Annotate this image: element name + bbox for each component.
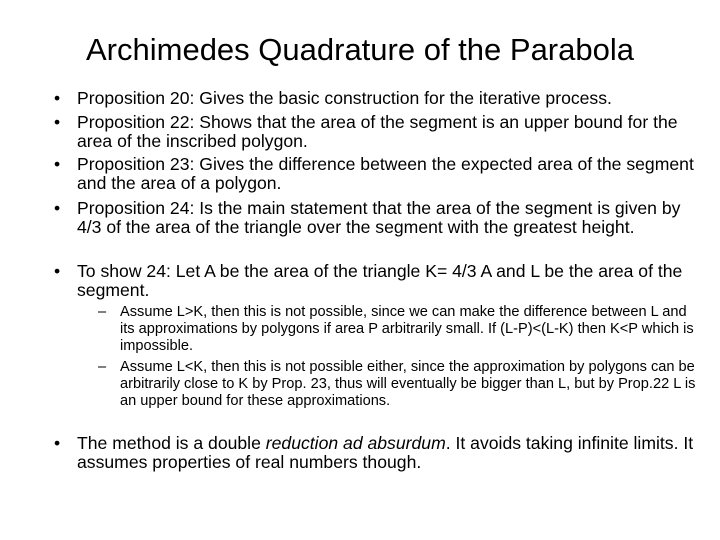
bullet-text-start: The method is a double (77, 433, 266, 453)
bullet-text: Proposition 20: Gives the basic construction for the iterative process. (77, 88, 612, 108)
bullet-marker: • (54, 112, 61, 132)
sub-bullet-text: Assume L<K, then this is not possible either, since the approximation by polygons can be arbitrarily close to K by Prop. 23, thus will eventually be bigger than L, but by Prop.22 L is an upper bound for these approximations. (120, 359, 696, 410)
bullet-marker: • (54, 198, 61, 218)
sub-bullet-marker: – (98, 359, 107, 375)
bullet-text: To show 24: Let A be the area of the triangle K= 4/3 A and L be the area of the segment. (77, 261, 683, 300)
bullet-text: Proposition 23: Gives the difference between the expected area of the segment and the area of a polygon. (77, 154, 694, 193)
bullet-marker: • (54, 88, 61, 108)
bullet-marker: • (54, 433, 61, 453)
bullet-text (77, 434, 702, 471)
bullet-marker: • (54, 261, 61, 281)
bullet-marker: • (54, 154, 61, 174)
bullet-text-end: . It avoids taking infinite limits. It assumes properties of real numbers though. (77, 433, 694, 472)
sub-bullet-text: Assume L>K, then this is not possible, since we can make the difference between L and its approximations by polygons if area P arbitrarily small. If (L-P)<(L-K) then K<P which is impossible. (120, 304, 694, 355)
bullet-text: Proposition 24: Is the main statement that the area of the segment is given by 4/3 of the area of the triangle over the segment with the greatest height. (77, 198, 681, 237)
sub-bullet-marker: – (98, 304, 107, 320)
slide-title: Archimedes Quadrature of the Parabola (86, 32, 634, 67)
bullet-text-emphasis: reduction ad absurdum (265, 433, 446, 453)
bullet-text: Proposition 22: Shows that the area of the segment is an upper bound for the area of the inscribed polygon. (77, 112, 678, 151)
